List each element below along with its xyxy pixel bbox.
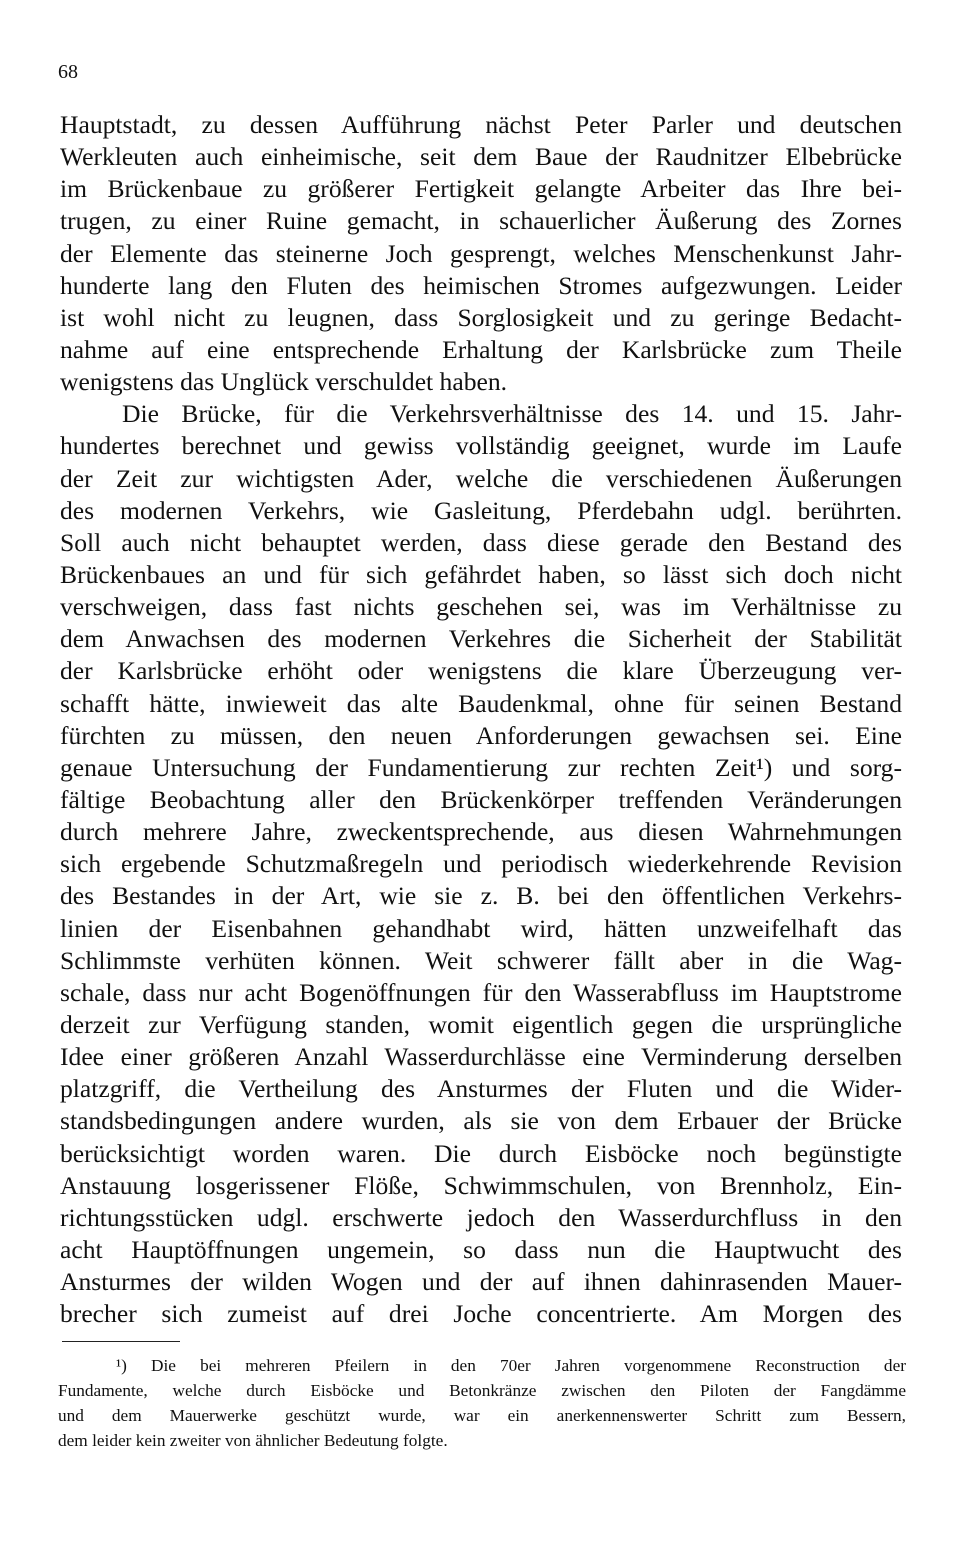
footnote-line: Fundamente, welche durch Eisböcke und Betonkränze zwischen den Piloten der Fangdämme [58,1381,906,1400]
body-line: Schlimmste verhüten können. Weit schwerer fällt aber in die Wag- [60,945,902,975]
body-line: trugen, zu einer Ruine gemacht, in schauerlicher Äußerung des Zornes [60,206,902,236]
footnote-line: ¹) Die bei mehreren Pfeilern in den 70er Jahren vorgenommene Reconstruction der [116,1356,906,1375]
body-line: derzeit zur Verfügung standen, womit eigentlich gegen die ursprüngliche [60,1009,902,1039]
body-line: Brückenbaues an und für sich gefährdet haben, so lässt sich doch nicht [60,559,902,589]
body-line: acht Hauptöffnungen ungemein, so dass nun die Hauptwucht des [60,1234,902,1264]
body-line: standsbedingungen andere wurden, als sie von dem Erbauer der Brücke [60,1106,902,1136]
body-line: brecher sich zumeist auf drei Joche concentrierte. Am Morgen des [60,1299,902,1329]
body-line: richtungsstücken udgl. erschwerte jedoch den Wasserdurchfluss in den [60,1202,902,1232]
footnote-line: dem leider kein zweiter von ähnlicher Bedeutung folgte. [58,1431,448,1450]
body-line: im Brückenbaue zu größerer Fertigkeit gelangte Arbeiter das Ihre bei- [60,174,902,204]
body-line: verschweigen, dass fast nichts geschehen sei, was im Verhältnisse zu [60,592,902,622]
body-line: fältige Beobachtung aller den Brückenkörper treffenden Veränderungen [60,784,902,814]
footnote-line: und dem Mauerwerke geschützt wurde, war ein anerkennenswerter Schritt zum Bessern, [58,1406,906,1425]
body-line: Die Brücke, für die Verkehrsverhältnisse des 14. und 15. Jahr- [122,399,902,429]
body-line: schafft hätte, inwieweit das alte Baudenkmal, ohne für seinen Bestand [60,688,902,718]
body-line: hunderte lang den Fluten des heimischen Stromes aufgezwungen. Leider [60,270,902,300]
body-line: genaue Untersuchung der Fundamentierung zur rechten Zeit¹) und sorg- [60,752,902,782]
body-line: der Zeit zur wichtigsten Ader, welche die verschiedenen Äußerungen [60,463,902,493]
body-line: fürchten zu müssen, den neuen Anforderungen gewachsen sei. Eine [60,720,902,750]
body-line: Hauptstadt, zu dessen Aufführung nächst Peter Parler und deutschen [60,110,902,139]
body-line: der Karlsbrücke erhöht oder wenigstens die klare Überzeugung ver- [60,656,902,686]
body-line: Werkleuten auch einheimische, seit dem Baue der Raudnitzer Elbebrücke [60,142,902,172]
body-line: Ansturmes der wilden Wogen und der auf ihnen dahinrasenden Mauer- [60,1267,902,1297]
body-line: berücksichtigt worden waren. Die durch Eisböcke noch begünstigte [60,1138,902,1168]
body-line: wenigstens das Unglück verschuldet haben. [60,367,508,397]
body-line: schale, dass nur acht Bogenöffnungen für den Wasserabfluss im Hauptstrome [60,977,902,1007]
footnote-divider [62,1341,180,1342]
body-line: linien der Eisenbahnen gehandhabt wird, hätten unzweifelhaft das [60,913,902,943]
body-line: sich ergebende Schutzmaßregeln und periodisch wiederkehrende Revision [60,849,902,879]
page-number: 68 [58,61,78,83]
body-text [60,109,902,1330]
body-line: des Bestandes in der Art, wie sie z. B. bei den öffentlichen Verkehrs- [60,881,902,911]
body-line: hundertes berechnet und gewiss vollständig geeignet, wurde im Laufe [60,431,902,461]
body-line: Anstauung losgerissener Flöße, Schwimmschulen, von Brennholz, Ein- [60,1170,902,1200]
body-line: nahme auf eine entsprechende Erhaltung der Karlsbrücke zum Theile [60,334,902,364]
body-line: des modernen Verkehrs, wie Gasleitung, Pferdebahn udgl. berührten. [60,495,902,525]
body-line: dem Anwachsen des modernen Verkehres die Sicherheit der Stabilität [60,624,902,654]
body-line: ist wohl nicht zu leugnen, dass Sorglosigkeit und zu geringe Bedacht- [60,302,902,332]
body-line: der Elemente das steinerne Joch gesprengt, welches Menschenkunst Jahr- [60,238,902,268]
body-line: Idee einer größeren Anzahl Wasserdurchlässe eine Verminderung derselben [60,1042,902,1072]
footnotes [58,1353,906,1453]
body-line: Soll auch nicht behauptet werden, dass diese gerade den Bestand des [60,527,902,557]
body-line: durch mehrere Jahre, zweckentsprechende, aus diesen Wahrnehmungen [60,817,902,847]
body-line: platzgriff, die Vertheilung des Ansturmes der Fluten und die Wider- [60,1074,902,1104]
